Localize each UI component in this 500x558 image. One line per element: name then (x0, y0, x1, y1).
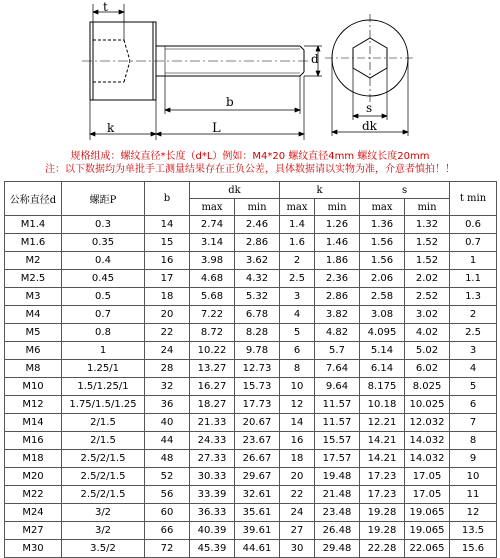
cell-k-max: 8 (280, 360, 315, 378)
cell-t-min: 4 (450, 360, 497, 378)
table-row (5, 216, 497, 234)
cell-nominal-d: M30 (5, 540, 62, 558)
header-k-max: max (280, 199, 315, 216)
cell-s-min: 3.02 (405, 306, 450, 324)
cell-k-max: 20 (280, 468, 315, 486)
cell-pitch: 2.5/2/1.5 (62, 468, 145, 486)
header-row-1 (5, 182, 497, 199)
spec-format-note: 规格组成：螺纹直径*长度（d*L）例如：M4*20 螺纹直径4mm 螺纹长度20mm (70, 151, 430, 162)
cell-dk-min: 26.67 (235, 450, 280, 468)
cell-s-min: 14.032 (405, 432, 450, 450)
cell-k-min: 21.48 (315, 486, 360, 504)
cell-dk-max: 18.27 (190, 396, 235, 414)
cell-b: 32 (145, 378, 190, 396)
cell-b: 36 (145, 396, 190, 414)
cell-s-min: 10.025 (405, 396, 450, 414)
table-row (5, 234, 497, 252)
cell-k-min: 17.57 (315, 450, 360, 468)
cell-dk-min: 17.73 (235, 396, 280, 414)
cell-s-max: 4.095 (360, 324, 405, 342)
cell-pitch: 3/2 (62, 522, 145, 540)
cell-k-max: 22 (280, 486, 315, 504)
cell-s-min: 6.02 (405, 360, 450, 378)
cell-s-min: 22.065 (405, 540, 450, 558)
cell-nominal-d: M14 (5, 414, 62, 432)
tolerance-warning-note: 注：以下数据均为单批手工测量结果存在正负公差，具体数据请以实物为准，介意者慎拍！！ (45, 164, 455, 175)
cell-dk-min: 4.32 (235, 270, 280, 288)
cell-k-max: 5 (280, 324, 315, 342)
cell-dk-min: 2.46 (235, 216, 280, 234)
cell-nominal-d: M18 (5, 450, 62, 468)
header-t-min: t min (450, 182, 497, 216)
cell-s-min: 8.025 (405, 378, 450, 396)
cell-b: 18 (145, 288, 190, 306)
cell-pitch: 0.45 (62, 270, 145, 288)
cell-s-max: 19.28 (360, 522, 405, 540)
cell-k-max: 6 (280, 342, 315, 360)
cell-dk-max: 36.33 (190, 504, 235, 522)
cell-nominal-d: M20 (5, 468, 62, 486)
cell-b: 28 (145, 360, 190, 378)
cell-b: 22 (145, 324, 190, 342)
cell-s-max: 19.28 (360, 504, 405, 522)
label-k: k (107, 121, 115, 135)
cell-t-min: 0.6 (450, 216, 497, 234)
cell-k-max: 12 (280, 396, 315, 414)
cell-dk-min: 8.28 (235, 324, 280, 342)
cell-pitch: 0.35 (62, 234, 145, 252)
cell-t-min: 2.5 (450, 324, 497, 342)
cell-t-min: 2 (450, 306, 497, 324)
cell-pitch: 3/2 (62, 504, 145, 522)
cell-k-max: 18 (280, 450, 315, 468)
cell-k-min: 1.86 (315, 252, 360, 270)
cell-s-max: 3.08 (360, 306, 405, 324)
table-row (5, 468, 497, 486)
cell-dk-min: 20.67 (235, 414, 280, 432)
cell-dk-max: 45.39 (190, 540, 235, 558)
cell-pitch: 0.7 (62, 306, 145, 324)
label-l: L (212, 121, 221, 136)
cell-b: 52 (145, 468, 190, 486)
cell-k-max: 4 (280, 306, 315, 324)
header-dk: dk (190, 182, 280, 199)
cell-b: 16 (145, 252, 190, 270)
label-d: d (311, 52, 319, 66)
cell-t-min: 13.5 (450, 522, 497, 540)
cell-b: 44 (145, 432, 190, 450)
cell-dk-max: 33.39 (190, 486, 235, 504)
table-row (5, 486, 497, 504)
cell-k-min: 23.48 (315, 504, 360, 522)
table-row (5, 252, 497, 270)
cell-s-max: 2.58 (360, 288, 405, 306)
cell-s-min: 5.02 (405, 342, 450, 360)
cell-k-max: 1.6 (280, 234, 315, 252)
cell-s-max: 1.56 (360, 234, 405, 252)
cell-k-min: 1.26 (315, 216, 360, 234)
label-dk: dk (362, 119, 377, 133)
cell-k-max: 27 (280, 522, 315, 540)
table-row (5, 342, 497, 360)
table-row (5, 396, 497, 414)
cell-s-max: 17.23 (360, 486, 405, 504)
notes (0, 150, 500, 176)
cell-k-max: 10 (280, 378, 315, 396)
cell-b: 14 (145, 216, 190, 234)
cell-s-min: 19.065 (405, 504, 450, 522)
cell-dk-max: 5.68 (190, 288, 235, 306)
cell-k-min: 3.82 (315, 306, 360, 324)
cell-nominal-d: M5 (5, 324, 62, 342)
table-row (5, 270, 497, 288)
cell-s-min: 12.032 (405, 414, 450, 432)
cell-pitch: 2/1.5 (62, 432, 145, 450)
cell-k-max: 2.5 (280, 270, 315, 288)
cell-s-max: 10.18 (360, 396, 405, 414)
cell-nominal-d: M12 (5, 396, 62, 414)
cell-dk-max: 4.68 (190, 270, 235, 288)
cell-dk-min: 5.32 (235, 288, 280, 306)
cell-b: 66 (145, 522, 190, 540)
label-s: s (366, 101, 373, 115)
label-b: b (226, 95, 234, 109)
cell-t-min: 7 (450, 414, 497, 432)
cell-dk-max: 3.98 (190, 252, 235, 270)
cell-t-min: 15.6 (450, 540, 497, 558)
cell-dk-min: 39.61 (235, 522, 280, 540)
cell-dk-max: 8.72 (190, 324, 235, 342)
cell-dk-min: 35.61 (235, 504, 280, 522)
cell-nominal-d: M6 (5, 342, 62, 360)
cell-s-max: 6.14 (360, 360, 405, 378)
table-row (5, 378, 497, 396)
cell-s-max: 2.06 (360, 270, 405, 288)
cell-s-min: 19.065 (405, 522, 450, 540)
cell-b: 20 (145, 306, 190, 324)
cell-b: 48 (145, 450, 190, 468)
table-row (5, 450, 497, 468)
cell-pitch: 2/1.5 (62, 414, 145, 432)
cell-t-min: 1.3 (450, 288, 497, 306)
cell-nominal-d: M8 (5, 360, 62, 378)
cell-pitch: 0.5 (62, 288, 145, 306)
cell-t-min: 11 (450, 486, 497, 504)
cell-k-min: 9.64 (315, 378, 360, 396)
spec-table (4, 181, 497, 558)
cell-s-min: 17.05 (405, 486, 450, 504)
table-row (5, 306, 497, 324)
table-row (5, 360, 497, 378)
cell-t-min: 5 (450, 378, 497, 396)
cell-nominal-d: M1.6 (5, 234, 62, 252)
cell-k-max: 24 (280, 504, 315, 522)
dimension-k-l (90, 76, 304, 140)
cell-k-max: 14 (280, 414, 315, 432)
cell-s-min: 1.52 (405, 234, 450, 252)
cell-b: 72 (145, 540, 190, 558)
cell-s-min: 1.52 (405, 252, 450, 270)
cell-dk-min: 32.61 (235, 486, 280, 504)
cell-dk-max: 27.33 (190, 450, 235, 468)
cell-k-min: 5.7 (315, 342, 360, 360)
cell-nominal-d: M2.5 (5, 270, 62, 288)
header-s-min: min (405, 199, 450, 216)
cell-pitch: 1.25/1 (62, 360, 145, 378)
cell-dk-max: 3.14 (190, 234, 235, 252)
screw-side-view (82, 22, 310, 100)
header-nominal-d: 公称直径d (5, 182, 62, 216)
cell-b: 60 (145, 504, 190, 522)
cell-nominal-d: M1.4 (5, 216, 62, 234)
cell-pitch: 3.5/2 (62, 540, 145, 558)
cell-dk-min: 3.62 (235, 252, 280, 270)
cell-s-max: 17.23 (360, 468, 405, 486)
cell-nominal-d: M3 (5, 288, 62, 306)
cell-dk-max: 40.39 (190, 522, 235, 540)
cell-t-min: 1 (450, 252, 497, 270)
cell-k-min: 4.82 (315, 324, 360, 342)
table-row (5, 504, 497, 522)
cell-dk-min: 6.78 (235, 306, 280, 324)
cell-t-min: 9 (450, 450, 497, 468)
header-b: b (145, 182, 190, 216)
cell-dk-max: 7.22 (190, 306, 235, 324)
cell-dk-max: 2.74 (190, 216, 235, 234)
cell-nominal-d: M4 (5, 306, 62, 324)
cell-k-max: 3 (280, 288, 315, 306)
cell-pitch: 0.3 (62, 216, 145, 234)
cell-dk-max: 16.27 (190, 378, 235, 396)
cell-pitch: 1.75/1.5/1.25 (62, 396, 145, 414)
cell-k-min: 11.57 (315, 396, 360, 414)
header-k: k (280, 182, 360, 199)
cell-s-min: 17.05 (405, 468, 450, 486)
cell-nominal-d: M2 (5, 252, 62, 270)
cell-k-min: 15.57 (315, 432, 360, 450)
cell-k-min: 2.86 (315, 288, 360, 306)
cell-k-max: 30 (280, 540, 315, 558)
screw-top-view (325, 14, 415, 102)
cell-dk-max: 30.33 (190, 468, 235, 486)
header-s-max: max (360, 199, 405, 216)
header-k-min: min (315, 199, 360, 216)
cell-k-min: 29.48 (315, 540, 360, 558)
cell-k-max: 2 (280, 252, 315, 270)
header-dk-max: max (190, 199, 235, 216)
cell-s-min: 2.52 (405, 288, 450, 306)
cell-b: 56 (145, 486, 190, 504)
cell-pitch: 1.5/1.25/1 (62, 378, 145, 396)
cell-s-max: 1.56 (360, 252, 405, 270)
cell-dk-min: 44.61 (235, 540, 280, 558)
cell-nominal-d: M24 (5, 504, 62, 522)
cell-b: 17 (145, 270, 190, 288)
cell-nominal-d: M22 (5, 486, 62, 504)
cell-k-min: 7.64 (315, 360, 360, 378)
table-row (5, 432, 497, 450)
cell-k-max: 1.4 (280, 216, 315, 234)
cell-s-max: 5.14 (360, 342, 405, 360)
cell-s-max: 12.21 (360, 414, 405, 432)
cell-dk-min: 9.78 (235, 342, 280, 360)
cell-s-max: 14.21 (360, 450, 405, 468)
cell-s-max: 8.175 (360, 378, 405, 396)
table-row (5, 324, 497, 342)
cell-s-min: 4.02 (405, 324, 450, 342)
table-row (5, 522, 497, 540)
spec-table-body (5, 216, 497, 558)
cell-s-min: 2.02 (405, 270, 450, 288)
cell-b: 15 (145, 234, 190, 252)
cell-dk-max: 13.27 (190, 360, 235, 378)
cell-pitch: 0.4 (62, 252, 145, 270)
cell-t-min: 10 (450, 468, 497, 486)
cell-nominal-d: M10 (5, 378, 62, 396)
cell-pitch: 1 (62, 342, 145, 360)
cell-k-min: 1.46 (315, 234, 360, 252)
screw-technical-drawing (0, 0, 500, 150)
label-t: t (103, 0, 108, 14)
cell-dk-min: 12.73 (235, 360, 280, 378)
cell-k-min: 26.48 (315, 522, 360, 540)
cell-t-min: 6 (450, 396, 497, 414)
cell-dk-min: 2.86 (235, 234, 280, 252)
cell-b: 40 (145, 414, 190, 432)
cell-b: 24 (145, 342, 190, 360)
header-pitch: 螺距P (62, 182, 145, 216)
cell-dk-min: 29.67 (235, 468, 280, 486)
cell-dk-max: 24.33 (190, 432, 235, 450)
cell-k-max: 16 (280, 432, 315, 450)
cell-t-min: 3 (450, 342, 497, 360)
cell-s-max: 14.21 (360, 432, 405, 450)
table-row (5, 288, 497, 306)
cell-pitch: 2.5/2/1.5 (62, 486, 145, 504)
cell-nominal-d: M16 (5, 432, 62, 450)
cell-t-min: 12 (450, 504, 497, 522)
cell-dk-min: 23.67 (235, 432, 280, 450)
cell-k-min: 19.48 (315, 468, 360, 486)
cell-k-min: 11.57 (315, 414, 360, 432)
cell-t-min: 8 (450, 432, 497, 450)
cell-pitch: 2.5/2/1.5 (62, 450, 145, 468)
cell-t-min: 0.7 (450, 234, 497, 252)
header-s: s (360, 182, 450, 199)
cell-s-min: 14.032 (405, 450, 450, 468)
header-dk-min: min (235, 199, 280, 216)
cell-s-max: 1.36 (360, 216, 405, 234)
cell-s-min: 1.32 (405, 216, 450, 234)
cell-s-max: 22.28 (360, 540, 405, 558)
cell-dk-max: 21.33 (190, 414, 235, 432)
cell-dk-max: 10.22 (190, 342, 235, 360)
cell-nominal-d: M27 (5, 522, 62, 540)
table-row (5, 414, 497, 432)
cell-k-min: 2.36 (315, 270, 360, 288)
cell-dk-min: 15.73 (235, 378, 280, 396)
cell-pitch: 0.8 (62, 324, 145, 342)
cell-t-min: 1.1 (450, 270, 497, 288)
table-row (5, 540, 497, 558)
